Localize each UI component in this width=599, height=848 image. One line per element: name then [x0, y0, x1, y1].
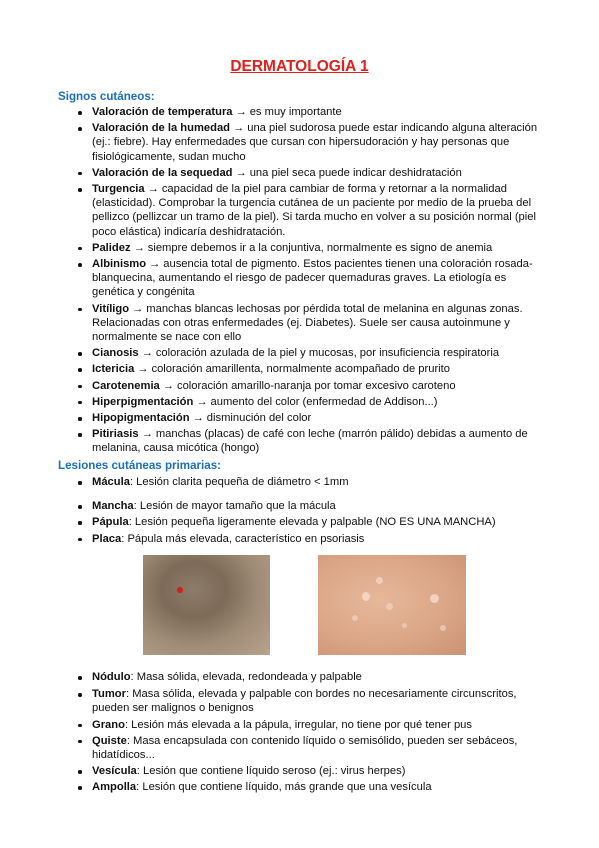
signos-list — [78, 105, 548, 458]
list-item: Cianosis → coloración azulada de la piel y mucosas, por insuficiencia respiratoria — [78, 346, 548, 360]
list-item: Hipopigmentación → disminución del color — [78, 411, 548, 425]
list-item: Ictericia → coloración amarillenta, normalmente acompañado de prurito — [78, 362, 548, 376]
signos-heading: Signos cutáneos: — [58, 90, 155, 103]
lesiones-list-b — [78, 670, 548, 797]
list-item: Valoración de la sequedad → una piel seca puede indicar deshidratación — [78, 166, 548, 180]
list-item: Ampolla: Lesión que contiene líquido, más grande que una vesícula — [78, 780, 548, 794]
list-item: Tumor: Masa sólida, elevada y palpable con bordes no necesariamente circunscritos, pueden ser malignos o benignos — [78, 687, 548, 715]
list-item: Mácula: Lesión clarita pequeña de diámetro < 1mm — [78, 475, 548, 489]
list-item: Valoración de temperatura → es muy importante — [78, 105, 548, 119]
page-title: DERMATOLOGÍA 1 — [230, 58, 369, 75]
list-item: Hiperpigmentación → aumento del color (enfermedad de Addison...) — [78, 395, 548, 409]
list-item: Nódulo: Masa sólida, elevada, redondeada y palpable — [78, 670, 548, 684]
list-item: Grano: Lesión más elevada a la pápula, irregular, no tiene por qué tener pus — [78, 718, 548, 732]
list-item: Carotenemia → coloración amarillo-naranja por tomar excesivo caroteno — [78, 379, 548, 393]
lesiones-heading: Lesiones cutáneas primarias: — [58, 459, 222, 472]
list-item: Quiste: Masa encapsulada con contenido líquido o semisólido, pueden ser sebáceos, hidatídicos... — [78, 734, 548, 762]
list-item: Vesícula: Lesión que contiene líquido seroso (ej.: virus herpes) — [78, 764, 548, 778]
lesiones-list-a — [78, 475, 548, 548]
list-item: Vitíligo → manchas blancas lechosas por pérdida total de melanina en algunas zonas. Relacionadas con otras enfermedades (ej. Diabetes). Suele ser causa autoinmune y normalmente se nace con ello — [78, 302, 548, 345]
list-item: Pápula: Lesión pequeña ligeramente elevada y palpable (NO ES UNA MANCHA) — [78, 515, 548, 529]
list-item: Placa: Pápula más elevada, característico en psoriasis — [78, 532, 548, 546]
list-item: Palidez → siempre debemos ir a la conjuntiva, normalmente es signo de anemia — [78, 241, 548, 255]
list-item: Mancha: Lesión de mayor tamaño que la mácula — [78, 499, 548, 513]
papula-photo — [318, 555, 466, 655]
list-item: Valoración de la humedad → una piel sudorosa puede estar indicando alguna alteración (ej.: fiebre). Hay enfermedades que cursan con hipersudoración y hay personas que fisiológicamente, sudan mucho — [78, 121, 548, 164]
list-item: Albinismo → ausencia total de pigmento. Estos pacientes tienen una coloración rosada-blanquecina, aumentando el riesgo de padecer quemaduras graves. La etiología es genética y congénita — [78, 257, 548, 300]
list-item: Turgencia → capacidad de la piel para cambiar de forma y retornar a la normalidad (elasticidad). Comprobar la turgencia cutánea de un paciente por medio de la prueba del pellizco (pellizcar un tramo de la piel). Si tarda mucho en volver a su posición normal (piel poco elástica) indicaría deshidratación. — [78, 182, 548, 239]
macula-photo — [143, 555, 270, 655]
list-item: Pitiriasis → manchas (placas) de café con leche (marrón pálido) debidas a aumento de melanina, causa micótica (hongo) — [78, 427, 548, 455]
